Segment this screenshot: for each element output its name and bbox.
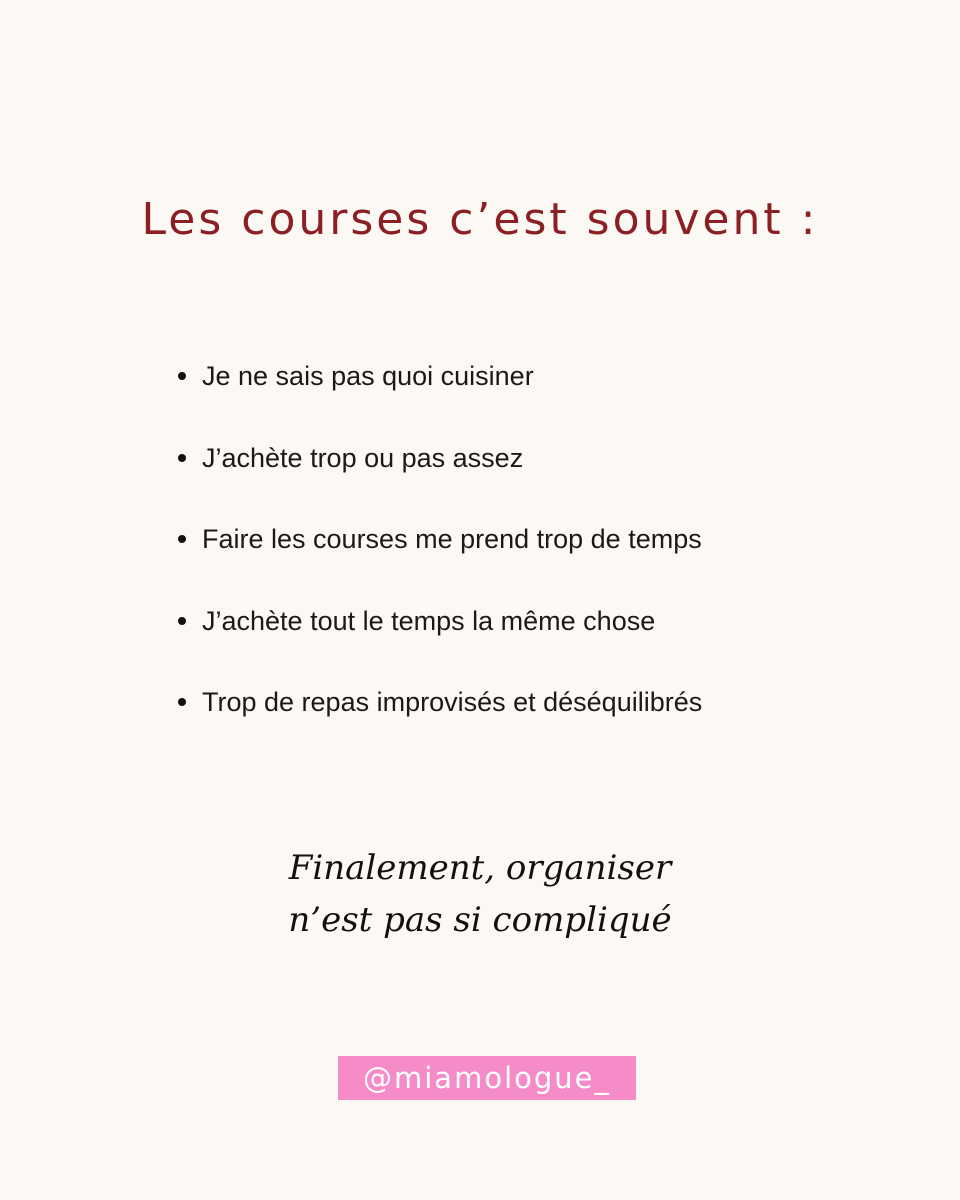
conclusion-line-2: n’est pas si compliqué [288, 900, 672, 940]
list-item-text: Je ne sais pas quoi cuisiner [202, 361, 534, 391]
bullet-icon [178, 698, 186, 706]
page-title: Les courses c’est souvent : [141, 194, 819, 245]
list-item-text: Faire les courses me prend trop de temps [202, 524, 702, 554]
conclusion-text [0, 842, 960, 946]
list-item [178, 600, 702, 682]
conclusion-line-1: Finalement, organiser [288, 848, 672, 888]
issues-list [178, 355, 702, 763]
list-item [178, 437, 702, 519]
bullet-icon [178, 454, 186, 462]
handle-label: @miamologue_ [363, 1061, 611, 1095]
list-item [178, 355, 702, 437]
handle-badge [338, 1056, 636, 1100]
list-item [178, 681, 702, 763]
list-item [178, 518, 702, 600]
list-item-text: J’achète trop ou pas assez [202, 442, 524, 473]
list-item-text: Trop de repas improvisés et déséquilibrés [202, 687, 703, 717]
list-item-text: J’achète tout le temps la même chose [202, 605, 656, 636]
bullet-icon [178, 535, 186, 543]
bullet-icon [178, 372, 186, 380]
bullet-icon [178, 617, 186, 625]
